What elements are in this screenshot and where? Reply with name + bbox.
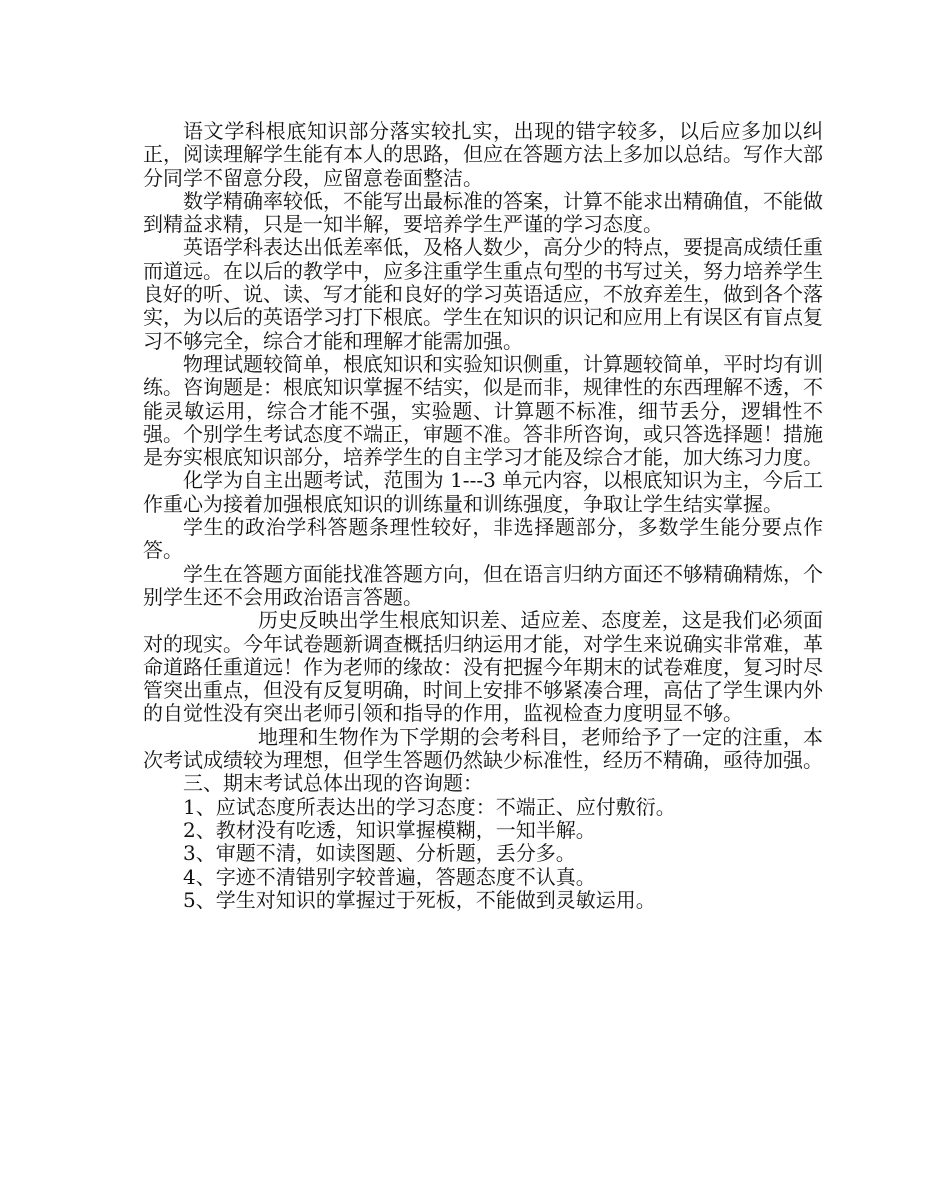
paragraph-geography-biology: 地理和生物作为下学期的会考科目，老师给予了一定的注重，本次考试成绩较为理想，但学生答题仍然缺少标准性，经历不精确，亟待加强。 bbox=[143, 724, 823, 773]
issues-list bbox=[143, 796, 823, 912]
paragraph-physics: 物理试题较简单，根底知识和实验知识侧重，计算题较简单，平时均有训练。咨询题是：根底知识掌握不结实，似是而非，规律性的东西理解不透，不能灵敏运用，综合才能不强，实验题、计算题不标准，细节丢分，逻辑性不强。个别学生考试态度不端正，审题不准。答非所咨询，或只答选择题！措施是夯实根底知识部分，培养学生的自主学习才能及综合才能，加大练习力度。 bbox=[143, 351, 823, 470]
paragraph-english: 英语学科表达出低差率低，及格人数少，高分少的特点，要提高成绩任重而道远。在以后的教学中，应多注重学生重点句型的书写过关，努力培养学生良好的听、说、读、写才能和良好的学习英语适应，不放弃差生，做到各个落实，为以后的英语学习打下根底。学生在知识的识记和应用上有误区有盲点复习不够完全，综合才能和理解才能需加强。 bbox=[143, 235, 823, 353]
paragraph-math: 数学精确率较低，不能写出最标准的答案，计算不能求出精确值，不能做到精益求精，只是一知半解，要培养学生严谨的学习态度。 bbox=[143, 188, 823, 237]
document-page bbox=[143, 120, 823, 912]
paragraph-politics-answering: 学生在答题方面能找准答题方向，但在语言归纳方面还不够精确精炼，个别学生还不会用政治语言答题。 bbox=[143, 561, 823, 609]
list-item: 1、应试态度所表达出的学习态度：不端正、应付敷衍。 bbox=[183, 794, 676, 819]
list-item: 4、字迹不清错别字较普遍，答题态度不认真。 bbox=[183, 864, 596, 889]
section-heading: 三、期末考试总体出现的咨询题： bbox=[183, 771, 483, 796]
paragraph-politics: 学生的政治学科答题条理性较好，非选择题部分，多数学生能分要点作答。 bbox=[143, 515, 823, 563]
list-item: 3、审题不清，如读图题、分析题，丢分多。 bbox=[183, 841, 576, 866]
paragraph-chemistry: 化学为自主出题考试，范围为 1---3 单元内容，以根底知识为主，今后工作重心为接着加强根底知识的训练量和训练强度，争取让学生结实掌握。 bbox=[143, 468, 823, 516]
paragraph-history: 历史反映出学生根底知识差、适应差、态度差，这是我们必须面对的现实。今年试卷题新调查概括归纳运用才能，对学生来说确实非常难，革命道路任重道远！作为老师的缘故：没有把握今年期末的试卷难度，复习时尽管突出重点，但没有反复明确，时间上安排不够紧凑合理，高估了学生课内外的自觉性没有突出老师引领和指导的作用，监视检查力度明显不够。 bbox=[143, 608, 823, 726]
list-item: 2、教材没有吃透，知识掌握模糊，一知半解。 bbox=[183, 817, 596, 842]
list-item: 5、学生对知识的掌握过于死板，不能做到灵敏运用。 bbox=[183, 887, 656, 912]
paragraph-chinese: 语文学科根底知识部分落实较扎实，出现的错字较多，以后应多加以纠正，阅读理解学生能有本人的思路，但应在答题方法上多加以总结。写作大部分同学不留意分段，应留意卷面整洁。 bbox=[143, 119, 823, 190]
